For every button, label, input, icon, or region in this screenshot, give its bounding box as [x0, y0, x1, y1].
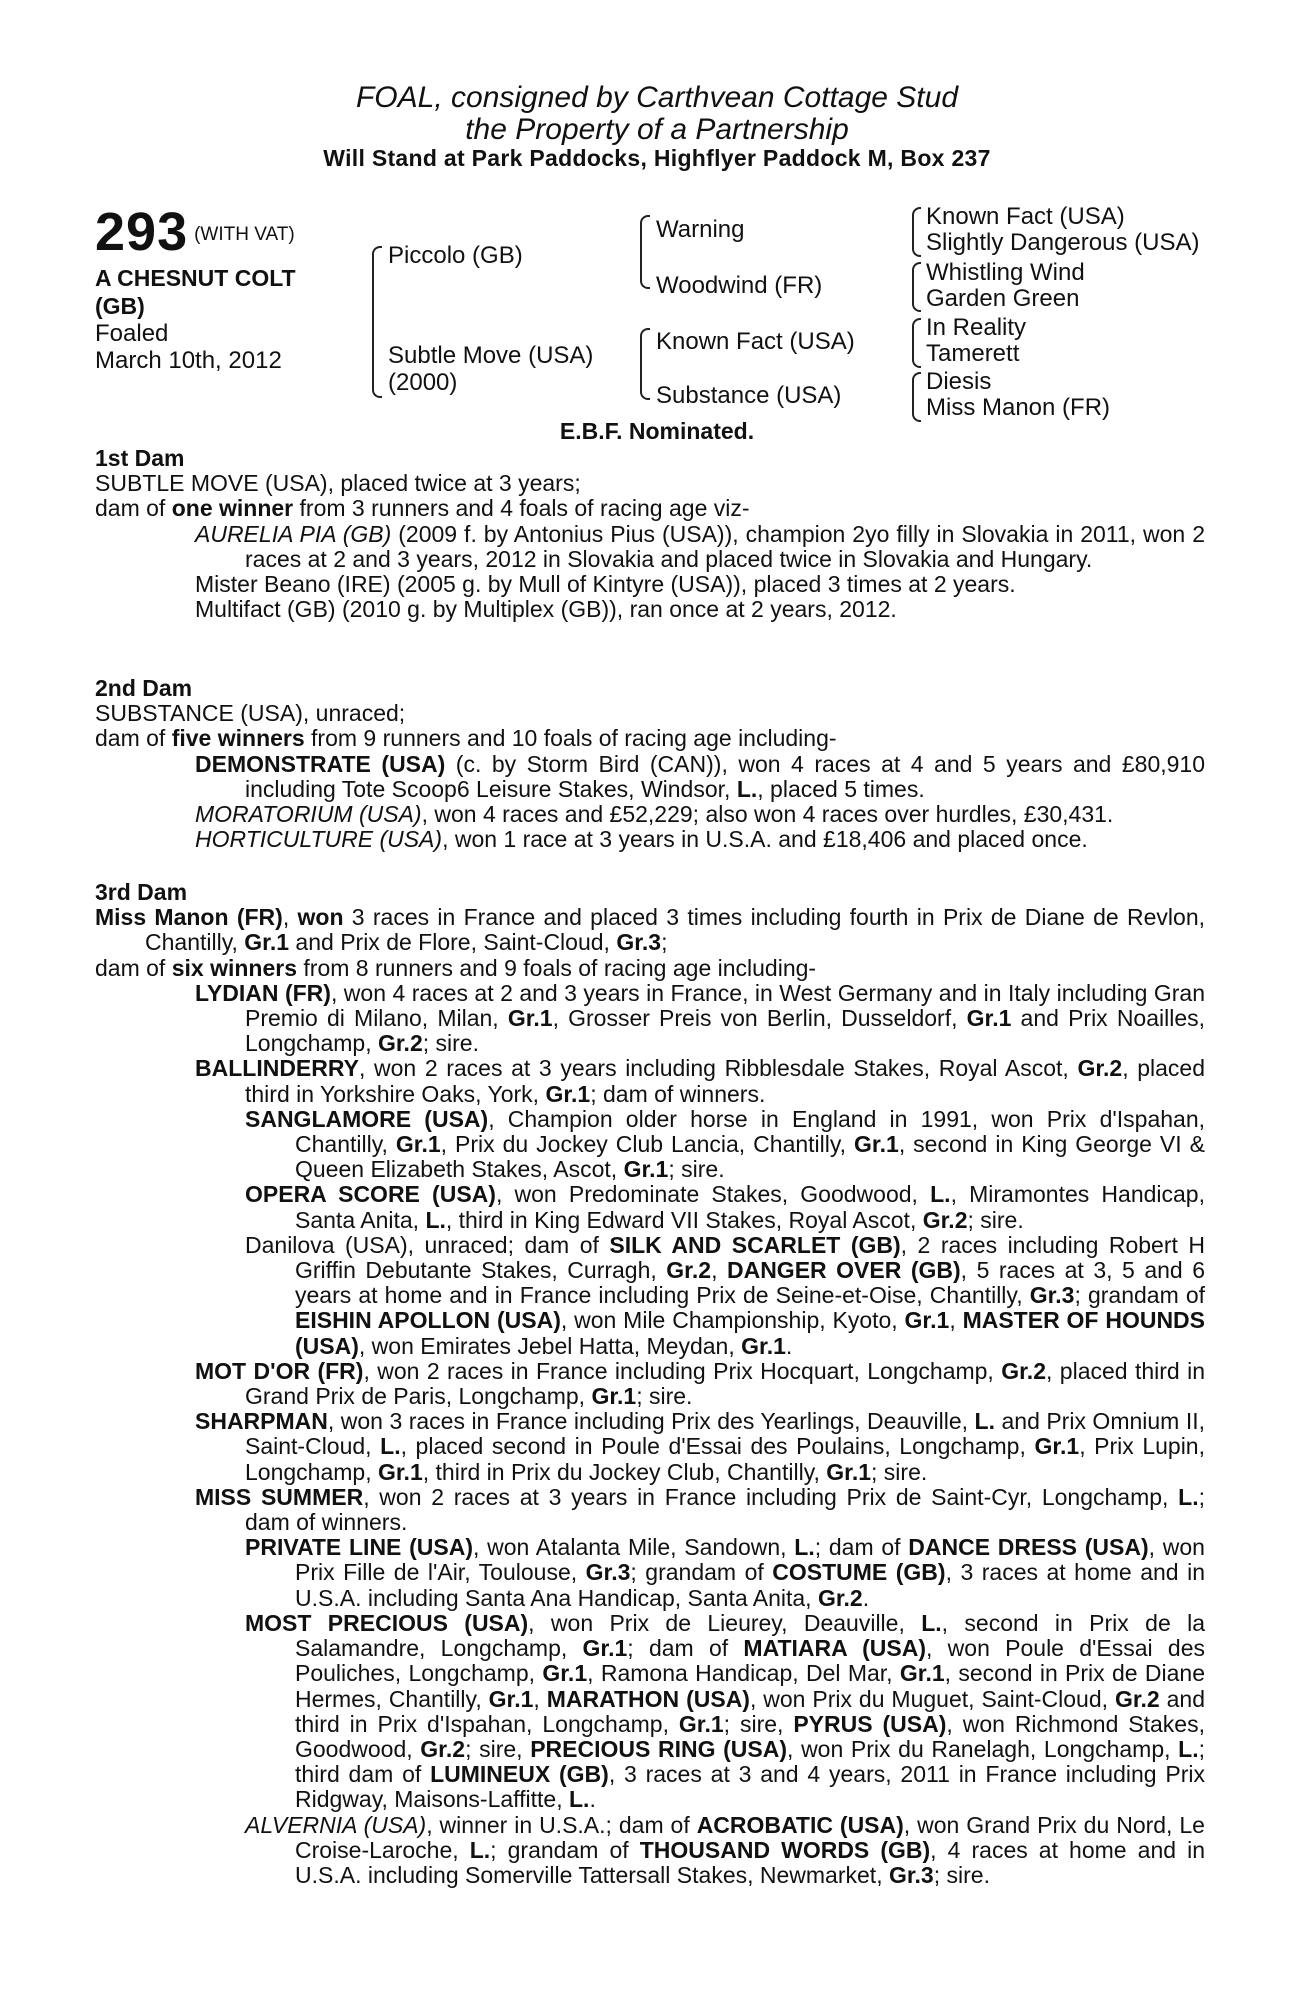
produce-entry-miss-summer: [95, 1485, 1205, 1535]
entry-segment: THOUSAND WORDS (GB): [639, 1836, 931, 1863]
entry-segment: Gr.3: [585, 1559, 631, 1586]
entry-segment: , Champion older horse in England in 1991, won Prix d'Ispahan, Chantilly,: [295, 1105, 1205, 1158]
entry-segment: MOT D'OR (FR): [195, 1357, 364, 1384]
entry-segment: L.: [930, 1181, 951, 1208]
entry-segment: , Grosser Preis von Berlin, Dusseldorf,: [552, 1005, 967, 1032]
entry-segment: Gr.1: [377, 1458, 423, 1485]
produce-entry: MORATORIUM (USA), won 4 races and £52,229; also won 4 races over hurdles, £30,431.: [195, 801, 1114, 828]
entry-segment: Gr.2: [420, 1735, 466, 1762]
entry-segment: L.: [569, 1786, 590, 1813]
entry-segment: ,: [949, 1307, 963, 1334]
entry-segment: , won 3 races in France including Prix des Yearlings, Deauville,: [327, 1408, 975, 1435]
entry-segment: MISS SUMMER: [195, 1483, 364, 1510]
entry-segment: ; sire,: [465, 1735, 531, 1762]
entry-segment: and Prix Noailles, Longchamp,: [245, 1005, 1206, 1057]
pedigree-dam-sire: Known Fact (USA): [656, 328, 855, 355]
first-dam-produce-line: dam of one winner from 3 runners and 4 foals of racing age viz-: [95, 495, 750, 522]
entry-segment: Gr.1: [623, 1156, 669, 1183]
second-dam-produce-line: dam of five winners from 9 runners and 10 foals of racing age including-: [95, 725, 837, 752]
lot-info: [95, 204, 296, 374]
entry-segment: Gr.2: [666, 1257, 712, 1284]
produce-entry-private-line: [95, 1535, 1205, 1611]
second-dam-line: SUBSTANCE (USA), unraced;: [95, 700, 406, 727]
produce-entry: Multifact (GB) (2010 g. by Multiplex (GB)), ran once at 2 years, 2012.: [195, 596, 897, 623]
first-dam-heading: 1st Dam: [95, 445, 185, 471]
pedigree-dam-dam: Substance (USA): [656, 382, 842, 409]
entry-segment: , won Poule d'Essai des Pouliches, Longchamp,: [295, 1635, 1206, 1687]
entry-segment: , won Atalanta Mile, Sandown,: [473, 1534, 795, 1561]
entry-segment: , Miramontes Handicap, Santa Anita,: [295, 1181, 1205, 1233]
entry-segment: , won 2 races at 3 years including Ribblesdale Stakes, Royal Ascot,: [358, 1055, 1078, 1082]
pedigree-sdd: Garden Green: [926, 285, 1080, 312]
entry-segment: , won Prix du Ranelagh, Longchamp,: [787, 1735, 1179, 1762]
pedigree-sds: Whistling Wind: [926, 259, 1085, 286]
entry-segment: ; dam of: [627, 1635, 744, 1662]
entry-segment: , third in Prix du Jockey Club, Chantilly,: [422, 1458, 827, 1485]
pedigree-sss: Known Fact (USA): [926, 203, 1125, 230]
entry-segment: L.: [794, 1534, 815, 1561]
entry-segment: Gr.1: [741, 1332, 786, 1359]
pedigree-brace-sire: [640, 215, 650, 289]
entry-segment: ; sire.: [967, 1206, 1024, 1233]
entry-segment: L.: [921, 1609, 942, 1636]
entry-segment: ; dam of: [814, 1534, 909, 1561]
entry-segment: , won 4 races at 2 and 3 years in France, in West Germany and in Italy including Gran Premio di Milano, Milan,: [245, 979, 1206, 1032]
entry-segment: L.: [425, 1206, 446, 1233]
entry-segment: LYDIAN (FR): [195, 979, 331, 1006]
entry-segment: , won Richmond Stakes, Goodwood,: [295, 1710, 1205, 1762]
lot-description: A CHESNUT COLT: [95, 265, 296, 291]
entry-segment: ; sire.: [422, 1030, 479, 1057]
entry-segment: Gr.1: [395, 1131, 441, 1158]
lot-number: 293: [95, 202, 189, 262]
entry-segment: .: [589, 1786, 596, 1813]
entry-segment: Gr.3: [888, 1861, 934, 1888]
pedigree-sire: Piccolo (GB): [388, 242, 523, 269]
produce-entry-most-precious: [95, 1611, 1205, 1813]
entry-segment: and Prix Omnium II, Saint-Cloud,: [245, 1408, 1205, 1460]
entry-segment: , second in Prix de la Salamandre, Longchamp,: [295, 1609, 1205, 1662]
entry-segment: Gr.1: [542, 1660, 588, 1687]
entry-segment: , Prix Lupin, Longchamp,: [245, 1433, 1205, 1485]
entry-segment: MOST PRECIOUS (USA): [245, 1609, 529, 1636]
pedigree-dsd: Tamerett: [926, 340, 1020, 367]
first-dam-line: SUBTLE MOVE (USA), placed twice at 3 years;: [95, 470, 581, 497]
pedigree-brace-gen1: [372, 246, 382, 398]
produce-entry: DEMONSTRATE (USA) (c. by Storm Bird (CAN)), won 4 races at 4 and 5 years and £80,910 including Tote Scoop6 Leisure Stakes, Windsor, L., placed 5 times.: [195, 750, 1205, 802]
header-location: Will Stand at Park Paddocks, Highflyer Paddock M, Box 237: [323, 145, 991, 171]
produce-entry: Mister Beano (IRE) (2005 g. by Mull of Kintyre (USA)), placed 3 times at 2 years.: [195, 571, 1016, 598]
entry-segment: L.: [1178, 1483, 1199, 1510]
entry-segment: ; grandam of: [1074, 1282, 1205, 1309]
lot-description-country: (GB): [95, 293, 145, 319]
first-dam-section: [95, 446, 1205, 622]
entry-segment: ACROBATIC (USA): [696, 1811, 904, 1838]
header-consignor: FOAL, consigned by Carthvean Cottage Stud: [355, 81, 959, 114]
third-dam-heading: 3rd Dam: [95, 879, 188, 905]
entry-segment: MASTER OF HOUNDS (USA): [295, 1307, 1205, 1359]
produce-entry-sanglamore: [95, 1107, 1205, 1183]
ebf-nomination: E.B.F. Nominated.: [559, 418, 755, 444]
pedigree-brace-dd: [912, 372, 921, 422]
entry-segment: L.: [380, 1433, 401, 1460]
entry-segment: , won Predominate Stakes, Goodwood,: [495, 1181, 931, 1208]
entry-segment: L.: [974, 1408, 995, 1435]
entry-segment: , 4 races at home and in U.S.A. including Somerville Tattersall Stakes, Newmarket,: [295, 1836, 1205, 1888]
entry-segment: DANCE DRESS (USA): [908, 1534, 1149, 1561]
entry-segment: , Ramona Handicap, Del Mar,: [587, 1660, 900, 1687]
entry-segment: , won Prix de Lieurey, Deauville,: [528, 1609, 922, 1636]
entry-segment: DANGER OVER (GB): [726, 1257, 961, 1284]
entry-segment: , won 2 races at 3 years in France including Prix de Saint-Cyr, Longchamp,: [363, 1483, 1179, 1510]
entry-segment: ; dam of winners.: [245, 1483, 1206, 1536]
entry-segment: Gr.1: [545, 1080, 591, 1107]
entry-segment: , second in King George VI & Queen Elizabeth Stakes, Ascot,: [295, 1131, 1205, 1183]
entry-segment: COSTUME (GB): [772, 1559, 946, 1586]
entry-segment: SILK AND SCARLET (GB): [609, 1231, 901, 1258]
entry-segment: PYRUS (USA): [793, 1710, 947, 1737]
entry-segment: , won Prix Fille de l'Air, Toulouse,: [295, 1534, 1205, 1586]
third-dam-line: Miss Manon (FR), won 3 races in France and placed 3 times including fourth in Prix de Diane de Revlon, Chantilly, Gr.1 and Prix de Flore, Saint-Cloud, Gr.3;: [95, 904, 1205, 956]
entry-segment: ALVERNIA (USA): [245, 1811, 427, 1838]
entry-segment: L.: [469, 1836, 491, 1863]
pedigree-dds: Diesis: [926, 368, 992, 395]
entry-segment: ,: [711, 1257, 727, 1284]
pedigree-dam: Subtle Move (USA): [388, 342, 594, 369]
entry-segment: Gr.1: [488, 1685, 534, 1712]
entry-segment: Gr.2: [817, 1584, 863, 1611]
entry-segment: ; third dam of: [295, 1735, 1206, 1788]
entry-segment: , won 2 races in France including Prix Hocquart, Longchamp,: [363, 1357, 1002, 1384]
entry-segment: , 3 races at 3 and 4 years, 2011 in France including Prix Ridgway, Maisons-Laffitte,: [295, 1761, 1205, 1813]
entry-segment: ; sire,: [723, 1710, 794, 1737]
produce-entry: AURELIA PIA (GB) (2009 f. by Antonius Pius (USA)), champion 2yo filly in Slovakia in 2011, won 2 races at 2 and 3 years, 2012 in Slovakia and placed twice in Slovakia and Hungary.: [195, 520, 1205, 572]
entry-segment: L.: [1178, 1735, 1199, 1762]
entry-segment: Gr.1: [1034, 1433, 1080, 1460]
second-dam-heading: 2nd Dam: [95, 675, 193, 701]
entry-segment: PRECIOUS RING (USA): [530, 1735, 788, 1762]
third-dam-produce-line: dam of six winners from 8 runners and 9 foals of racing age including-: [95, 954, 817, 981]
entry-segment: ; sire.: [636, 1383, 693, 1410]
entry-segment: , won Mile Championship, Kyoto,: [560, 1307, 905, 1334]
pedigree-dss: In Reality: [926, 314, 1027, 341]
entry-segment: Gr.1: [904, 1307, 950, 1334]
entry-segment: Gr.2: [1114, 1685, 1160, 1712]
entry-segment: Gr.1: [591, 1383, 637, 1410]
entry-segment: , won Emirates Jebel Hatta, Meydan,: [358, 1332, 742, 1359]
entry-segment: MATIARA (USA): [743, 1635, 927, 1662]
entry-segment: PRIVATE LINE (USA): [245, 1534, 474, 1561]
foaled-date: March 10th, 2012: [95, 347, 282, 374]
pedigree-brace-ds: [912, 318, 921, 368]
foaled-label: Foaled: [95, 320, 169, 347]
entry-segment: , 5 races at 3, 5 and 6 years at home and in France including Prix de Seine-et-Oise, Chantilly,: [295, 1257, 1205, 1309]
entry-segment: EISHIN APOLLON (USA): [295, 1307, 561, 1334]
produce-entry-danilova: [95, 1233, 1205, 1359]
entry-segment: ; grandam of: [490, 1836, 640, 1863]
entry-segment: .: [785, 1332, 793, 1359]
entry-segment: , Prix du Jockey Club Lancia, Chantilly,: [440, 1131, 855, 1158]
entry-segment: Gr.3: [1029, 1282, 1075, 1309]
third-dam-section: [95, 880, 1205, 1888]
entry-segment: Danilova (USA), unraced; dam of: [245, 1231, 610, 1258]
entry-segment: Gr.1: [582, 1635, 628, 1662]
entry-segment: ; sire.: [668, 1156, 725, 1183]
entry-segment: Gr.1: [854, 1131, 899, 1158]
pedigree-ddd: Miss Manon (FR): [926, 394, 1111, 421]
produce-entry-sharpman: [95, 1409, 1205, 1485]
entry-segment: ; sire.: [933, 1861, 990, 1888]
entry-segment: , second in Prix de Diane Hermes, Chantilly,: [295, 1660, 1205, 1712]
entry-segment: Gr.1: [678, 1710, 724, 1737]
pedigree-brace-dam: [640, 328, 650, 400]
pedigree-dam-year: (2000): [388, 369, 458, 396]
entry-segment: ; sire.: [871, 1458, 928, 1485]
pedigree-sire-dam: Woodwind (FR): [656, 272, 823, 299]
produce-entry: HORTICULTURE (USA), won 1 race at 3 years in U.S.A. and £18,406 and placed once.: [195, 826, 1088, 853]
entry-segment: Gr.1: [899, 1660, 945, 1687]
entry-segment: BALLINDERRY: [195, 1055, 359, 1082]
entry-segment: Gr.2: [1001, 1357, 1046, 1384]
entry-segment: SHARPMAN: [195, 1408, 328, 1435]
entry-segment: , won Prix du Muguet, Saint-Cloud,: [749, 1685, 1115, 1712]
produce-entry-ballinderry: [95, 1056, 1205, 1106]
entry-segment: and third in Prix d'Ispahan, Longchamp,: [295, 1685, 1205, 1737]
entry-segment: , placed second in Poule d'Essai des Poulains, Longchamp,: [400, 1433, 1035, 1460]
entry-segment: , 2 races including Robert H Griffin Debutante Stakes, Curragh,: [295, 1231, 1205, 1284]
entry-segment: ; dam of winners.: [590, 1080, 766, 1107]
second-dam-section: [95, 676, 1205, 852]
pedigree-sire-sire: Warning: [656, 216, 745, 243]
lot-vat: (WITH VAT): [194, 224, 295, 245]
entry-segment: , 3 races at home and in U.S.A. including Santa Ana Handicap, Santa Anita,: [295, 1559, 1205, 1611]
entry-segment: , third in King Edward VII Stakes, Royal Ascot,: [445, 1206, 923, 1233]
produce-entry-mot-dor: [95, 1359, 1205, 1409]
entry-segment: Gr.1: [826, 1458, 872, 1485]
entry-segment: , placed third in Yorkshire Oaks, York,: [245, 1055, 1205, 1107]
entry-segment: Gr.1: [507, 1005, 553, 1032]
entry-segment: ; grandam of: [630, 1559, 773, 1586]
pedigree-ssd: Slightly Dangerous (USA): [926, 229, 1200, 256]
entry-segment: , won Grand Prix du Nord, Le Croise-Laroche,: [295, 1811, 1205, 1863]
entry-segment: Gr.2: [377, 1030, 423, 1057]
entry-segment: LUMINEUX (GB): [430, 1761, 609, 1788]
entry-segment: MARATHON (USA): [546, 1685, 750, 1712]
pedigree-brace-ss: [912, 207, 921, 257]
entry-segment: , winner in U.S.A.; dam of: [426, 1811, 697, 1838]
entry-segment: Gr.2: [1077, 1055, 1123, 1082]
header-property: the Property of a Partnership: [465, 113, 849, 146]
entry-segment: SANGLAMORE (USA): [245, 1105, 489, 1132]
entry-segment: .: [862, 1584, 870, 1611]
produce-entry-lydian: [95, 981, 1205, 1057]
entry-segment: , placed third in Grand Prix de Paris, Longchamp,: [245, 1357, 1205, 1410]
pedigree-brace-sd: [912, 262, 921, 312]
produce-entry-alvernia: [95, 1813, 1205, 1889]
entry-segment: Gr.1: [966, 1005, 1012, 1032]
entry-segment: Gr.2: [922, 1206, 968, 1233]
produce-entry-opera-score: [95, 1182, 1205, 1232]
entry-segment: ,: [533, 1685, 547, 1712]
entry-segment: OPERA SCORE (USA): [245, 1181, 496, 1208]
